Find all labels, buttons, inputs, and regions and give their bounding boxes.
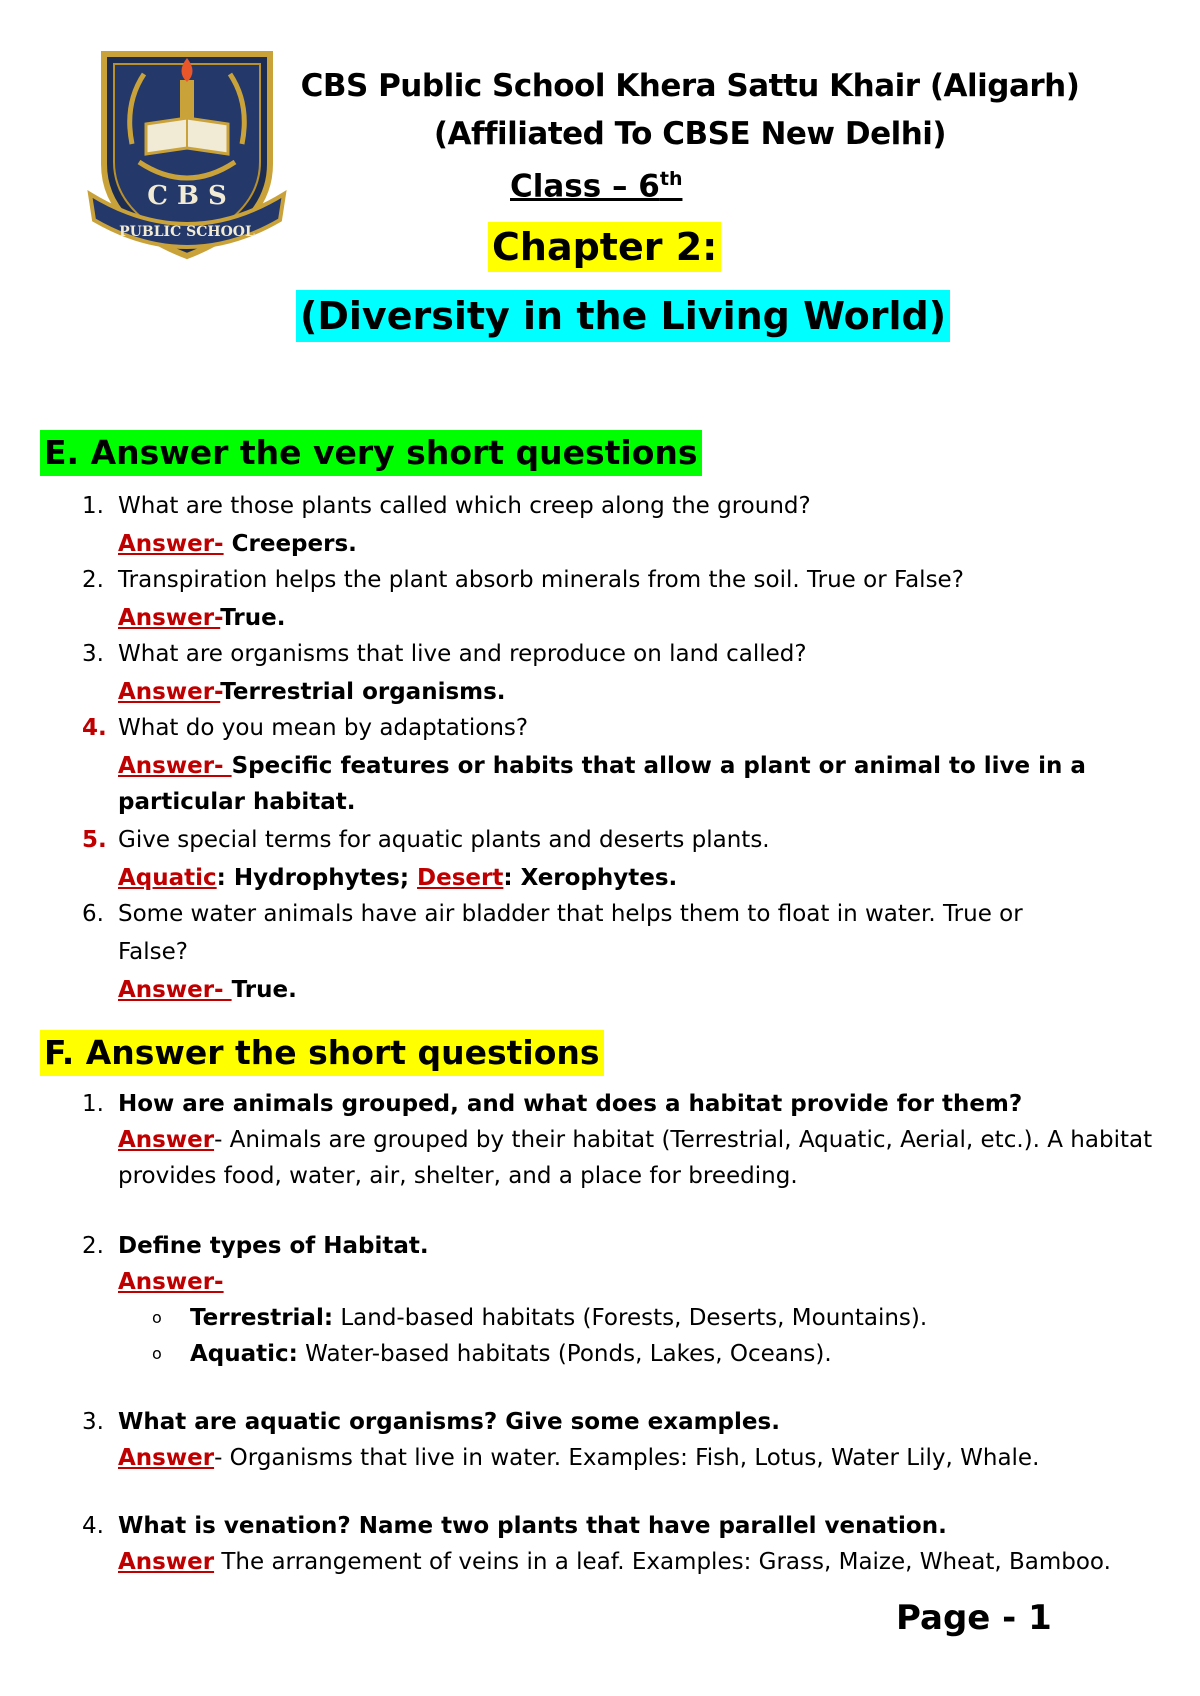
- section-e-heading: E. Answer the very short questions: [40, 430, 702, 476]
- answer-label: Answer-: [118, 531, 224, 557]
- school-logo: [84, 44, 290, 262]
- answer-text: True.: [220, 605, 286, 631]
- answer-text: Creepers.: [223, 531, 357, 557]
- answer-text: - Animals are grouped by their habitat (Terrestrial, Aquatic, Aerial, etc.). A habitat: [214, 1127, 1153, 1153]
- list-number: 4.: [82, 715, 107, 741]
- bullet-term: Aquatic:: [190, 1341, 298, 1367]
- answer-label: Answer: [118, 1445, 215, 1471]
- school-name: CBS Public School Khera Sattu Khair (Aligarh): [300, 68, 1080, 104]
- question-text: Some water animals have air bladder that helps them to float in water. True or: [118, 901, 1023, 927]
- list-number: 3.: [82, 641, 104, 667]
- question-text: Define types of Habitat.: [118, 1233, 429, 1259]
- logo-band-text: PUBLIC SCHOOL: [119, 224, 255, 240]
- bullet-term: Terrestrial:: [190, 1305, 334, 1331]
- answer-label: Answer-: [118, 679, 221, 705]
- list-number: 3.: [82, 1409, 104, 1435]
- chapter-title: Chapter 2:: [488, 222, 721, 272]
- list-number: 2.: [82, 1233, 104, 1259]
- chapter-subject: (Diversity in the Living World): [296, 290, 950, 342]
- answer-label: Answer-: [118, 753, 232, 779]
- list-number: 4.: [82, 1513, 104, 1539]
- answer-text: particular habitat.: [118, 789, 356, 815]
- answer-text: True.: [231, 977, 297, 1003]
- aquatic-label: Aquatic: [118, 865, 217, 891]
- answer-label: Answer-: [118, 1269, 224, 1295]
- page-number: Page - 1: [896, 1598, 1052, 1638]
- list-number: 6.: [82, 901, 104, 927]
- class-label: Class – 6: [510, 168, 660, 205]
- list-number: 1.: [82, 1091, 104, 1117]
- question-text: What are organisms that live and reproduce on land called?: [118, 641, 807, 667]
- answer-text: - Organisms that live in water. Examples: Fish, Lotus, Water Lily, Whale.: [214, 1445, 1040, 1471]
- affiliation: (Affiliated To CBSE New Delhi): [433, 116, 947, 152]
- list-number: 2.: [82, 567, 104, 593]
- bullet-text: Land-based habitats (Forests, Deserts, Mountains).: [333, 1305, 928, 1331]
- answer-label: Answer-: [118, 605, 221, 631]
- question-text: Give special terms for aquatic plants and deserts plants.: [118, 827, 770, 853]
- desert-label: Desert: [417, 865, 504, 891]
- question-text: What are those plants called which creep along the ground?: [118, 493, 811, 519]
- answer-text: Specific features or habits that allow a plant or animal to live in a: [231, 753, 1086, 779]
- answer-label: Answer: [118, 1549, 215, 1575]
- bullet-icon: o: [152, 1308, 162, 1327]
- logo-letters: C B S: [147, 181, 227, 211]
- bullet-icon: o: [152, 1344, 162, 1363]
- question-text: Transpiration helps the plant absorb minerals from the soil. True or False?: [118, 567, 964, 593]
- list-number: 1.: [82, 493, 104, 519]
- class-sup: th: [659, 168, 683, 190]
- question-text: What is venation? Name two plants that have parallel venation.: [118, 1513, 947, 1539]
- desert-value: : Xerophytes.: [503, 865, 678, 891]
- question-text: False?: [118, 939, 188, 965]
- answer-label: Answer-: [118, 977, 232, 1003]
- class-line: [510, 168, 682, 204]
- question-text: How are animals grouped, and what does a habitat provide for them?: [118, 1091, 1023, 1117]
- answer-text: The arrangement of veins in a leaf. Examples: Grass, Maize, Wheat, Bamboo.: [214, 1549, 1111, 1575]
- answer-text: Terrestrial organisms.: [220, 679, 506, 705]
- question-text: What are aquatic organisms? Give some examples.: [118, 1409, 780, 1435]
- answer-label: Answer: [118, 1127, 215, 1153]
- question-text: What do you mean by adaptations?: [118, 715, 529, 741]
- section-f-heading: F. Answer the short questions: [40, 1030, 604, 1076]
- answer-text: provides food, water, air, shelter, and a place for breeding.: [118, 1163, 798, 1189]
- aquatic-value: : Hydrophytes;: [216, 865, 418, 891]
- list-number: 5.: [82, 827, 107, 853]
- bullet-text: Water-based habitats (Ponds, Lakes, Oceans).: [297, 1341, 832, 1367]
